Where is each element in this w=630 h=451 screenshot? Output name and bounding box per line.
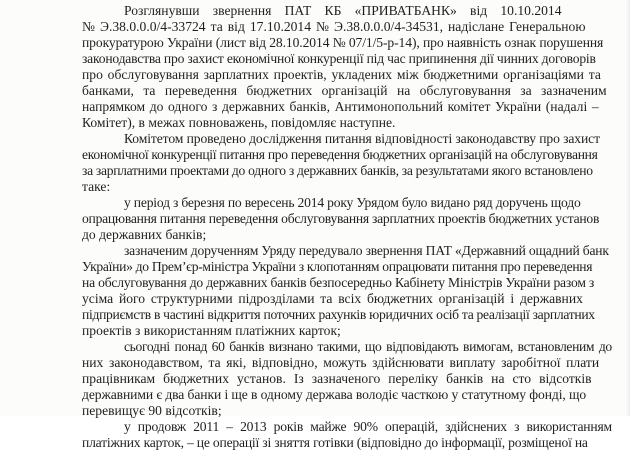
text-line-4: законодавства про захист економічної конкуренції під час припинення дії чинних договорів	[82, 51, 596, 66]
page-edge-shadow	[626, 0, 630, 416]
text-line-20: підприємств в частині відкриття поточних рахунків юридичних осіб та реалізації зарплатних	[82, 307, 595, 322]
text-line-27: у продовж 2011 – 2013 років майже 90% операцій, здійснених з використанням	[124, 419, 612, 434]
text-line-8: Комітет), в межах повноважень, повідомляє наступне.	[82, 115, 396, 130]
text-line-23: них законодавством, та які, відповідно, можуть здійснювати виплату заробітної плати	[82, 355, 600, 370]
text-line-6: банками, та переведення бюджетних організацій на обслуговування за зазначеним	[82, 83, 607, 98]
text-line-16: зазначеним дорученням Уряду передувало звернення ПАТ «Державний ощадний банк	[124, 243, 609, 258]
text-line-19: усіма його структурними підрозділами та всіх бюджетних організацій і державних	[82, 291, 583, 306]
text-line-15: до державних банків;	[82, 227, 207, 242]
text-line-13: у період з березня по вересень 2014 року Урядом було видано ряд доручень щодо	[124, 195, 581, 210]
text-line-5: про обслуговування зарплатних проектів, укладених між бюджетними організаціями та	[82, 67, 601, 82]
text-line-2: № Э.38.0.0.0/4-33724 та від 17.10.2014 № Э.38.0.0.0/4-34531, надіслане Генеральною	[82, 19, 586, 34]
text-line-24: працівникам бюджетних установ. Із зазначеного переліку банків на сто відсотків	[82, 371, 592, 386]
text-line-9: Комітетом проведено дослідження питання відповідності законодавству про захист	[124, 131, 600, 146]
text-line-12: таке:	[82, 179, 111, 194]
text-line-26: перевищує 90 відсотків;	[82, 403, 222, 418]
text-line-3: прокуратурою України (лист від 28.10.2014 № 07/1/5-р-14), про наявність ознак порушення	[82, 35, 604, 50]
text-line-28: платіжних карток, – це операції зі зняття готівки (відповідно до інформації, розміщеної на	[82, 435, 588, 450]
text-line-14: опрацювання питання переведення обслуговування зарплатних проектів бюджетних установ	[82, 211, 600, 226]
text-line-11: за зарплатними проектами до одного з державних банків, за результатами якого встановлено	[82, 163, 593, 178]
text-line-1: Розглянувши звернення ПАТ КБ «ПРИВАТБАНК» від 10.10.2014	[124, 3, 562, 18]
text-line-7: напрямком до одного з державних банків, Антимонопольний комітет України (надалі –	[82, 99, 599, 114]
text-line-17: України» до Прем’єр-міністра України з клопотанням опрацювати питання про переведення	[82, 259, 593, 274]
text-line-10: економічної конкуренції питання про переведення бюджетних організацій на обслуговування	[82, 147, 598, 162]
text-line-21: проектів з використанням платіжних карток;	[82, 323, 341, 338]
text-line-22: сьогодні понад 60 банків визнано такими, що відповідають вимогам, встановленим до	[124, 339, 612, 354]
text-line-25: державними є два банки і ще в одному держава володіє часткою у статутному фонді, що	[82, 387, 587, 402]
text-line-18: на обслуговування до державних банків безпосередньо Кабінету Міністрів України разом з	[82, 275, 595, 290]
